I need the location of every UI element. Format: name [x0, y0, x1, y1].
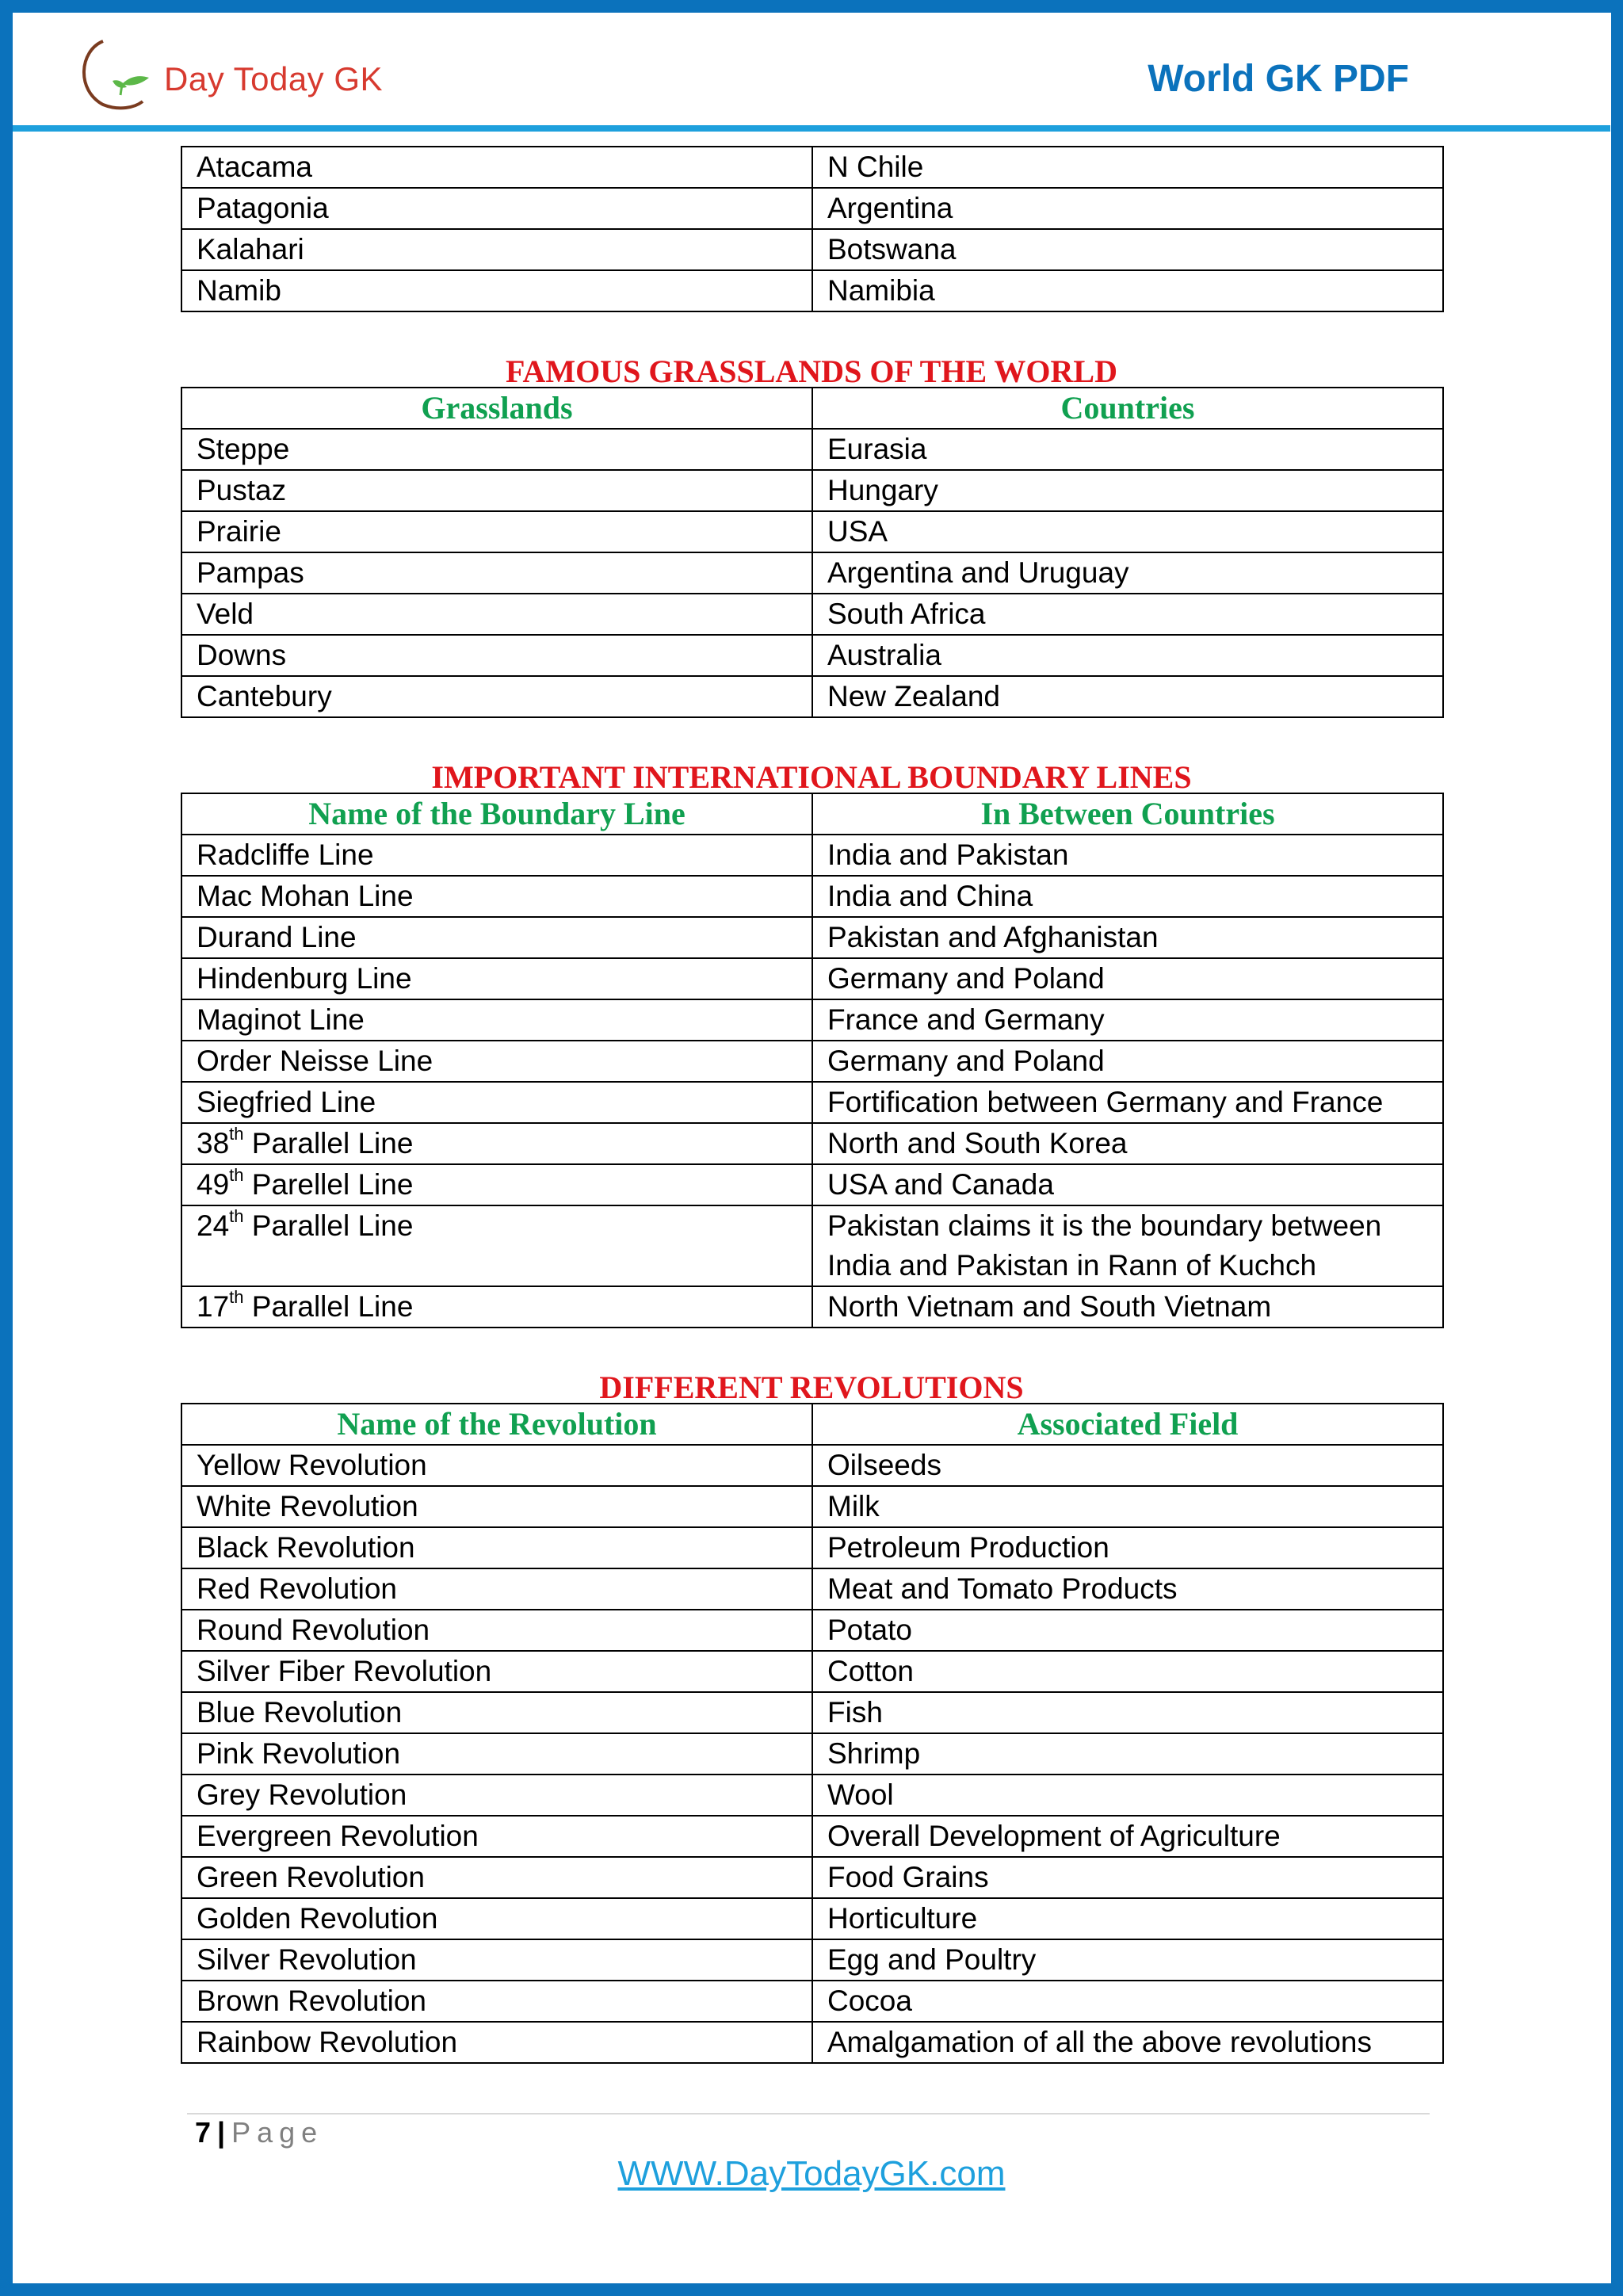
table-row — [181, 958, 1443, 999]
boundary-name-cell: Order Neisse Line — [181, 1041, 812, 1082]
table-row — [181, 999, 1443, 1041]
deserts-table — [181, 146, 1444, 312]
table-row — [181, 1981, 1443, 2022]
table-row — [181, 511, 1443, 552]
revolution-name-cell: Pink Revolution — [181, 1733, 812, 1775]
table-row — [181, 1610, 1443, 1651]
revolution-field-cell: Potato — [812, 1610, 1443, 1651]
table-row — [181, 1445, 1443, 1486]
table-row — [181, 1939, 1443, 1981]
revolution-field-cell: Food Grains — [812, 1857, 1443, 1898]
table-row — [181, 1692, 1443, 1733]
grassland-name-cell: Veld — [181, 594, 812, 635]
table-row — [181, 594, 1443, 635]
revolution-name-cell: Green Revolution — [181, 1857, 812, 1898]
table-row — [181, 835, 1443, 876]
grassland-name-cell: Downs — [181, 635, 812, 676]
logo-leaf-icon — [71, 35, 166, 114]
desert-country-cell: Namibia — [812, 270, 1443, 311]
revolution-field-cell: Oilseeds — [812, 1445, 1443, 1486]
grassland-country-cell: New Zealand — [812, 676, 1443, 717]
table-row — [181, 1205, 1443, 1286]
boundary-name-cell: Mac Mohan Line — [181, 876, 812, 917]
boundary-countries-cell: North Vietnam and South Vietnam — [812, 1286, 1443, 1328]
boundary-name-cell: Radcliffe Line — [181, 835, 812, 876]
grassland-country-cell: USA — [812, 511, 1443, 552]
desert-country-cell: Argentina — [812, 188, 1443, 229]
table-row — [181, 147, 1443, 188]
table-row — [181, 229, 1443, 270]
boundary-name-cell: Durand Line — [181, 917, 812, 958]
grassland-name-cell: Steppe — [181, 429, 812, 470]
table-row — [181, 2022, 1443, 2063]
boundary-name-cell: Maginot Line — [181, 999, 812, 1041]
revolution-field-cell: Egg and Poultry — [812, 1939, 1443, 1981]
revolution-field-cell: Cotton — [812, 1651, 1443, 1692]
site-logo[interactable] — [71, 35, 388, 114]
boundary-name-cell: 38th Parallel Line — [181, 1123, 812, 1164]
table-row — [181, 1775, 1443, 1816]
table-row — [181, 1286, 1443, 1328]
table-row — [181, 1857, 1443, 1898]
website-link[interactable]: WWW.DayTodayGK.com — [617, 2154, 1006, 2193]
grasslands-title: FAMOUS GRASSLANDS OF THE WORLD — [506, 353, 1117, 389]
desert-country-cell: Botswana — [812, 229, 1443, 270]
table-row — [181, 1041, 1443, 1082]
table-row — [181, 1123, 1443, 1164]
page-separator: | — [217, 2116, 226, 2149]
table-row — [181, 1527, 1443, 1568]
document-title: World GK PDF — [1148, 58, 1409, 100]
grassland-country-cell: Hungary — [812, 470, 1443, 511]
footer-divider — [187, 2113, 1430, 2115]
table-row — [181, 470, 1443, 511]
revolution-name-cell: Evergreen Revolution — [181, 1816, 812, 1857]
table-row — [181, 1164, 1443, 1205]
grassland-name-cell: Prairie — [181, 511, 812, 552]
page-label: Page — [231, 2116, 324, 2149]
revolution-name-cell: Grey Revolution — [181, 1775, 812, 1816]
page-content — [181, 146, 1442, 2064]
grasslands-table — [181, 387, 1444, 718]
logo-text: Day Today GK — [164, 60, 384, 97]
revolution-field-cell: Amalgamation of all the above revolutions — [812, 2022, 1443, 2063]
boundary-name-cell: Hindenburg Line — [181, 958, 812, 999]
grassland-name-cell: Pampas — [181, 552, 812, 594]
revolution-field-cell: Shrimp — [812, 1733, 1443, 1775]
boundary-countries-cell: India and China — [812, 876, 1443, 917]
revolution-name-cell: Brown Revolution — [181, 1981, 812, 2022]
column-header: Name of the Boundary Line — [181, 793, 812, 835]
table-row — [181, 552, 1443, 594]
grassland-name-cell: Cantebury — [181, 676, 812, 717]
revolution-name-cell: Blue Revolution — [181, 1692, 812, 1733]
table-row — [181, 1651, 1443, 1692]
desert-country-cell: N Chile — [812, 147, 1443, 188]
boundaries-table — [181, 793, 1444, 1328]
table-row — [181, 1816, 1443, 1857]
desert-name-cell: Atacama — [181, 147, 812, 188]
table-row — [181, 1486, 1443, 1527]
page-number-value: 7 — [195, 2116, 212, 2149]
desert-name-cell: Namib — [181, 270, 812, 311]
revolution-name-cell: Silver Revolution — [181, 1939, 812, 1981]
revolution-name-cell: White Revolution — [181, 1486, 812, 1527]
table-row — [181, 188, 1443, 229]
table-row — [181, 1568, 1443, 1610]
revolution-field-cell: Meat and Tomato Products — [812, 1568, 1443, 1610]
revolution-field-cell: Petroleum Production — [812, 1527, 1443, 1568]
table-row — [181, 270, 1443, 311]
boundary-countries-cell: Pakistan claims it is the boundary between India and Pakistan in Rann of Kuchch — [812, 1205, 1443, 1286]
table-row — [181, 876, 1443, 917]
table-row — [181, 1733, 1443, 1775]
revolution-name-cell: Rainbow Revolution — [181, 2022, 812, 2063]
grassland-name-cell: Pustaz — [181, 470, 812, 511]
table-row — [181, 1898, 1443, 1939]
revolution-name-cell: Silver Fiber Revolution — [181, 1651, 812, 1692]
table-row — [181, 429, 1443, 470]
revolution-field-cell: Milk — [812, 1486, 1443, 1527]
boundary-countries-cell: Germany and Poland — [812, 1041, 1443, 1082]
boundary-countries-cell: France and Germany — [812, 999, 1443, 1041]
desert-name-cell: Patagonia — [181, 188, 812, 229]
revolutions-table — [181, 1403, 1444, 2064]
table-header-row — [181, 1404, 1443, 1445]
boundary-name-cell: 49th Parellel Line — [181, 1164, 812, 1205]
boundary-countries-cell: Pakistan and Afghanistan — [812, 917, 1443, 958]
boundary-name-cell: 17th Parallel Line — [181, 1286, 812, 1328]
table-header-row — [181, 793, 1443, 835]
revolution-field-cell: Wool — [812, 1775, 1443, 1816]
revolutions-title: DIFFERENT REVOLUTIONS — [599, 1370, 1024, 1405]
revolution-name-cell: Round Revolution — [181, 1610, 812, 1651]
grassland-country-cell: South Africa — [812, 594, 1443, 635]
boundary-countries-cell: North and South Korea — [812, 1123, 1443, 1164]
revolution-field-cell: Cocoa — [812, 1981, 1443, 2022]
table-row — [181, 676, 1443, 717]
desert-name-cell: Kalahari — [181, 229, 812, 270]
boundary-countries-cell: Germany and Poland — [812, 958, 1443, 999]
revolution-name-cell: Black Revolution — [181, 1527, 812, 1568]
column-header: Grasslands — [181, 388, 812, 429]
revolution-field-cell: Horticulture — [812, 1898, 1443, 1939]
boundary-countries-cell: Fortification between Germany and France — [812, 1082, 1443, 1123]
column-header: In Between Countries — [812, 793, 1443, 835]
table-row — [181, 917, 1443, 958]
boundaries-title: IMPORTANT INTERNATIONAL BOUNDARY LINES — [431, 759, 1192, 795]
table-row — [181, 1082, 1443, 1123]
grassland-country-cell: Australia — [812, 635, 1443, 676]
revolution-field-cell: Fish — [812, 1692, 1443, 1733]
revolution-name-cell: Yellow Revolution — [181, 1445, 812, 1486]
column-header: Countries — [812, 388, 1443, 429]
revolution-name-cell: Red Revolution — [181, 1568, 812, 1610]
page-number — [195, 2116, 323, 2149]
boundary-name-cell: Siegfried Line — [181, 1082, 812, 1123]
revolution-name-cell: Golden Revolution — [181, 1898, 812, 1939]
table-row — [181, 635, 1443, 676]
grassland-country-cell: Eurasia — [812, 429, 1443, 470]
header-divider — [13, 125, 1610, 132]
boundary-name-cell: 24th Parallel Line — [181, 1205, 812, 1286]
grassland-country-cell: Argentina and Uruguay — [812, 552, 1443, 594]
boundary-countries-cell: USA and Canada — [812, 1164, 1443, 1205]
column-header: Name of the Revolution — [181, 1404, 812, 1445]
column-header: Associated Field — [812, 1404, 1443, 1445]
table-header-row — [181, 388, 1443, 429]
boundary-countries-cell: India and Pakistan — [812, 835, 1443, 876]
revolution-field-cell: Overall Development of Agriculture — [812, 1816, 1443, 1857]
